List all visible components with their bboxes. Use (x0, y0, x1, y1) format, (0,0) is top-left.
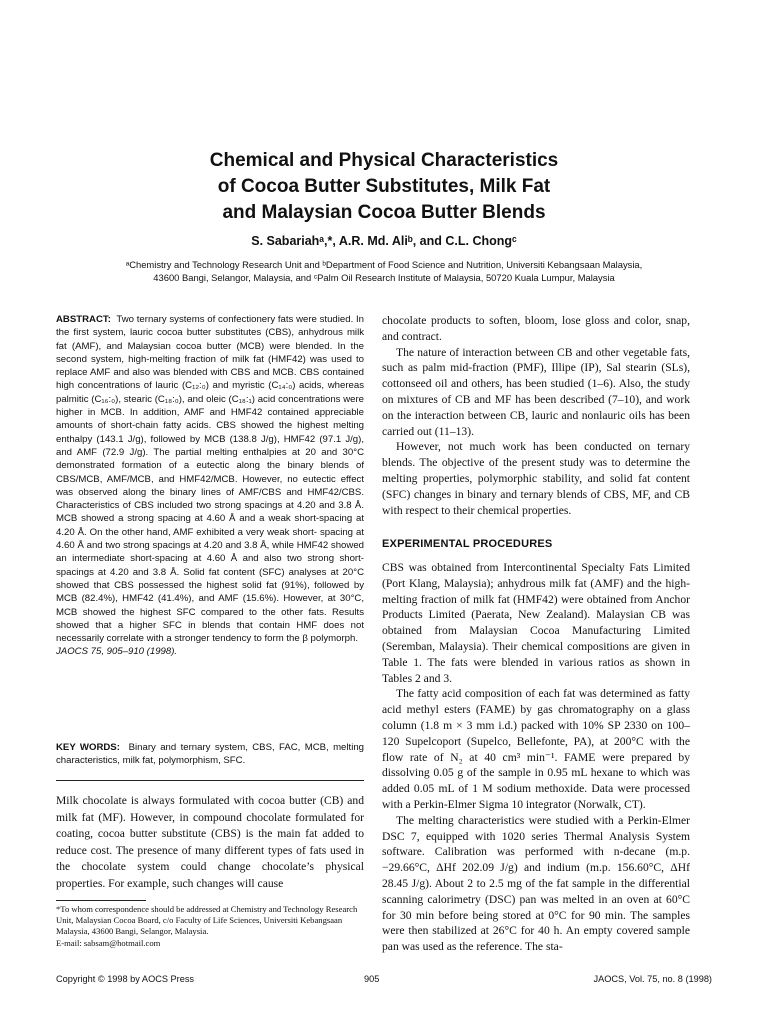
body-paragraph: The nature of interaction between CB and other vegetable fats, such as palm mid-fraction (PMF), Illipe (IP), Sal stearin (SLs), cottonseed oil and others, has been studied (1–6). Also, the study on mixtures of CB and MF has been described (7–10), and work on the interaction between CB, lauric and nonlauric oils has been carried out (11–13). (382, 345, 690, 438)
paper-title (60, 148, 708, 226)
section-heading: EXPERIMENTAL PROCEDURES (382, 538, 553, 550)
body-paragraph: The fatty acid composition of each fat was determined as fatty acid methyl esters (FAME) by gas chromatography on a glass column (1.8 m × 3 mm i.d.) packed with 10% SP 2330 on 100–120 Supelcoport (Supelco, Bellefonte, PA), at 200°C with the flow rate of N₂ at 40 cm³ min⁻¹. FAME were prepared by dissolving 0.05 g of the sample in 0.95 mL hexane to which was added 0.05 mL of 1 M sodium methoxide. Data were processed with a Perkin-Elmer Sigma 10 integrator (Norwalk, CT). (382, 687, 690, 811)
correspondence-footnote (56, 904, 364, 949)
abstract-citation: JAOCS 75, 905–910 (1998). (56, 646, 178, 658)
title-line: Chemical and Physical Characteristics (209, 150, 559, 171)
keywords-text: Binary and ternary system, CBS, FAC, MCB, melting characteristics, milk fat, polymorphism, SFC. (56, 742, 364, 767)
right-column-bottom (382, 560, 690, 955)
page-number: 905 (364, 974, 380, 984)
body-paragraph: CBS was obtained from Intercontinental Specialty Fats Limited (Port Klang, Malaysia); anhydrous milk fat (AMF) and the high-melting fraction of milk fat (HMF42) were obtained from Anchor Products Limited (Paerata, New Zealand). Malaysian CB was obtained from Malaysian Cocoa Manufacturing Limited (Seremban, Malaysia). Their chemical compositions are given in Table 1. The fats were blended in various ratios as shown in Tables 2 and 3. (382, 561, 690, 685)
abstract (56, 313, 364, 659)
copyright-notice: Copyright © 1998 by AOCS Press (56, 974, 195, 984)
author-list: S. Sabariahᵃ,*, A.R. Md. Aliᵇ, and C.L. Chongᶜ (251, 234, 517, 248)
journal-reference: JAOCS, Vol. 75, no. 8 (1998) (593, 974, 712, 984)
introduction-paragraph: Milk chocolate is always formulated with cocoa butter (CB) and milk fat (MF). However, in compound chocolate formulated for coating, cocoa butter substitute (CBS) is the main fat added to reduce cost. The presence of many different types of fats used in the chocolate system could change chocolate’s physical properties. For example, such changes will cause (56, 794, 364, 890)
body-paragraph: The melting characteristics were studied with a Perkin-Elmer DSC 7, equipped with 1020 series Thermal Analysis System software. Calibration was performed with n-decane (m.p. −29.66°C, ΔHf 202.09 J/g) and indium (m.p. 156.60°C, ΔHf 28.45 J/g). About 2 to 2.5 mg of the fat sample in the differential scanning calorimetry (DSC) pan was melted in an oven at 60°C for 30 min before being stored at 0°C for 90 min. The samples were then stabilized at 26°C for 40 h. An empty covered sample pan was used as the reference. The sta- (382, 813, 690, 954)
section-divider (56, 780, 364, 781)
footnote-email: E-mail: sabsam@hotmail.com (56, 937, 161, 948)
affiliations (60, 258, 708, 284)
abstract-label: ABSTRACT: (56, 314, 111, 325)
title-line: of Cocoa Butter Substitutes, Milk Fat (217, 176, 551, 197)
right-column-top (382, 313, 690, 518)
footnote-divider (56, 900, 146, 901)
affiliation-line: ᵃChemistry and Technology Research Unit and ᵇDepartment of Food Science and Nutrition, Universiti Kebangsaan Malaysia, (125, 259, 643, 270)
body-paragraph: chocolate products to soften, bloom, lose gloss and color, snap, and contract. (382, 314, 690, 343)
affiliation-line: 43600 Bangi, Selangor, Malaysia, and ᶜPalm Oil Research Institute of Malaysia, 50720 Kuala Lumpur, Malaysia (153, 272, 615, 283)
title-line: and Malaysian Cocoa Butter Blends (222, 202, 546, 223)
body-paragraph: However, not much work has been conducted on ternary blends. The objective of the present study was to determine the melting properties, polymorphic stability, and solid fat content (SFC) changes in binary and ternary blends of CBS, MF, and CB with respect to their chemical properties. (382, 440, 690, 517)
abstract-text: Two ternary systems of confectionery fats were studied. In the first system, lauric cocoa butter substitutes (CBS), anhydrous milk fat (AMF), and Malaysian cocoa butter (MCB) were blended. In the second system, high-melting fraction of milk fat (HMF42) was used to replace AMF and also was blended with CBS and MCB. CBS contained high concentrations of lauric (C₁₂:₀) and myristic (C₁₄:₀) acids, whereas palmitic (C₁₆:₀), stearic (C₁₈:₀), and oleic (C₁₈:₁) acid concentrations were higher in MCB. In addition, AMF and HMF42 contained appreciable amounts of short-chain fatty acids. CBS showed the highest melting enthalpy (143.1 J/g), followed by MCB (138.8 J/g), HMF42 (97.1 J/g), and AMF (72.9 J/g). The partial melting enthalpies at 20 and 30°C demonstrated formation of a eutectic along the binary blends of CBS/MCB, AMF/MCB, and HMF42/MCB. However, no eutectic effect was observed along the binary lines of AMF/CBS and HMF42/CBS. Characteristics of CBS included two strong spacings at 4.20 and 3.8 Å. MCB showed a strong spacing at 4.60 Å and a weak short-spacing at 4.20 Å. On the other hand, AMF exhibited a very weak short- spacing at 4.60 Å and two strong spacings at 4.20 and 3.8 Å, while HMF42 showed an intermediate short-spacing at 4.60 Å and also two strong short-spacings at 4.20 and 3.8 Å. Solid fat content (SFC) analyses at 20°C showed that CBS possessed the highest solid fat (91%), followed by MCB (82.4%), HMF42 (41.4%), and AMF (15.6%). However, at 30°C, MCB showed the highest SFC compared to the other fats. Results showed that a higher SFC in blends that contain HMF does not necessarily correlate with a stronger tendency to form the β polymorph. (56, 314, 364, 645)
keywords-label: KEY WORDS: (56, 742, 120, 753)
keywords (56, 741, 364, 768)
footnote-text: *To whom correspondence should be addressed at Chemistry and Technology Research Unit, Malaysian Cocoa Board, c/o Faculty of Life Sciences, Universiti Kebangsaan Malaysia, 43600 Bangi, Selangor, Malaysia. (56, 904, 358, 937)
